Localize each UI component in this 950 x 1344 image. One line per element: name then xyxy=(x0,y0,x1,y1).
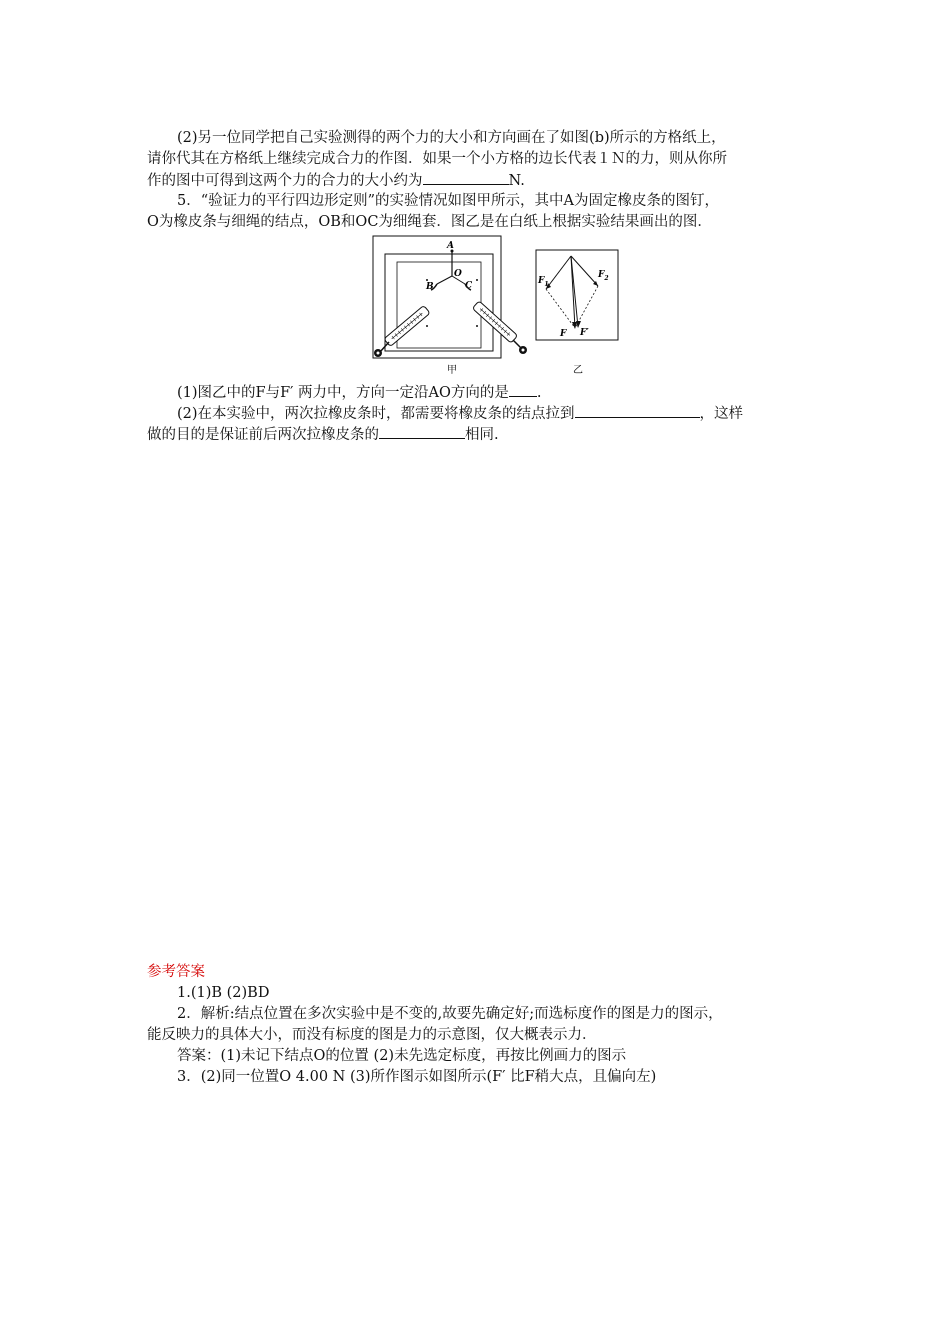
answer-blank xyxy=(423,170,509,185)
answer-blank xyxy=(509,382,537,397)
experiment-figure xyxy=(365,232,625,378)
q5-sub2 xyxy=(177,403,743,424)
q5-line2: O为橡皮条与细绳的结点，OB和OC为细绳套．图乙是在白纸上根据实验结果画出的图． xyxy=(147,214,712,230)
q5-sub2-line2-post: 相同. xyxy=(465,427,499,443)
q5-sub2-pre: (2)在本实验中，两次拉橡皮条时，都需要将橡皮条的结点拉到 xyxy=(177,406,575,422)
q5-sub2-line2-pre: 做的目的是保证前后两次拉橡皮条的 xyxy=(147,427,379,443)
dot xyxy=(426,325,428,327)
label-f2: $F_2$ xyxy=(598,270,609,282)
label-b: B xyxy=(426,282,434,292)
q5-sub2-line2 xyxy=(147,424,499,445)
dot xyxy=(426,279,428,281)
label-f1: $F_1$ xyxy=(538,276,549,288)
answer-2-line3: 答案：(1)未记下结点O的位置 (2)未先选定标度，再按比例画力的图示 xyxy=(177,1048,627,1064)
paper-sheet xyxy=(397,262,481,348)
vec-f1 xyxy=(546,256,571,289)
label-c: C xyxy=(465,281,473,291)
figure-jia xyxy=(373,236,527,376)
answer-blank xyxy=(575,403,700,418)
answer-2-line1: 2．解析:结点位置在多次实验中是不变的,故要先确定好;而选标度作的图是力的图示， xyxy=(177,1006,723,1022)
q5-sub1-post: . xyxy=(536,385,542,401)
spring-scale-left xyxy=(374,284,437,357)
caption-yi: 乙 xyxy=(573,365,583,376)
answer-3: 3．(2)同一位置O 4.00 N (3)所作图示如图所示(F′ 比F稍大点，且偏向左) xyxy=(177,1069,657,1085)
q4-line2: 请你代其在方格纸上继续完成合力的作图．如果一个小方格的边长代表１Ｎ的力，则从你所 xyxy=(147,151,727,167)
caption-jia: 甲 xyxy=(447,365,457,376)
label-o: O xyxy=(454,269,462,279)
answer-blank xyxy=(379,424,465,439)
q4-line3-pre: 作的图中可得到这两个力的合力的大小约为 xyxy=(147,173,423,189)
dot xyxy=(476,279,478,281)
label-fp: F′ xyxy=(580,328,589,338)
q4-line3-post: N. xyxy=(508,173,525,189)
vec-f2 xyxy=(571,256,598,286)
yi-frame xyxy=(536,250,618,340)
spring-scale-right xyxy=(465,284,527,354)
q5-sub1 xyxy=(177,382,542,403)
answers-heading: 参考答案 xyxy=(147,964,205,980)
arrow-fp xyxy=(576,321,581,328)
dot xyxy=(476,325,478,327)
q5-sub2-post: ，这样 xyxy=(699,406,744,422)
q4-line3 xyxy=(147,170,525,191)
q4-line1: (2)另一位同学把自己实验测得的两个力的大小和方向画在了如图(b)所示的方格纸上， xyxy=(177,130,726,146)
string-ob xyxy=(437,276,452,284)
figure-yi xyxy=(536,250,618,376)
label-a: A xyxy=(447,241,454,251)
q5-sub1-pre: (1)图乙中的F与F′ 两力中，方向一定沿AO方向的是 xyxy=(177,385,509,401)
answer-1: 1.(1)B (2)BD xyxy=(177,985,270,1001)
answer-2-line2: 能反映力的具体大小，而没有标度的图是力的示意图，仅大概表示力． xyxy=(147,1027,597,1043)
label-f: F xyxy=(560,329,567,339)
dash-1 xyxy=(546,289,575,328)
q5-line1: 5．“验证力的平行四边形定则”的实验情况如图甲所示，其中A为固定橡皮条的图钉， xyxy=(177,193,720,209)
